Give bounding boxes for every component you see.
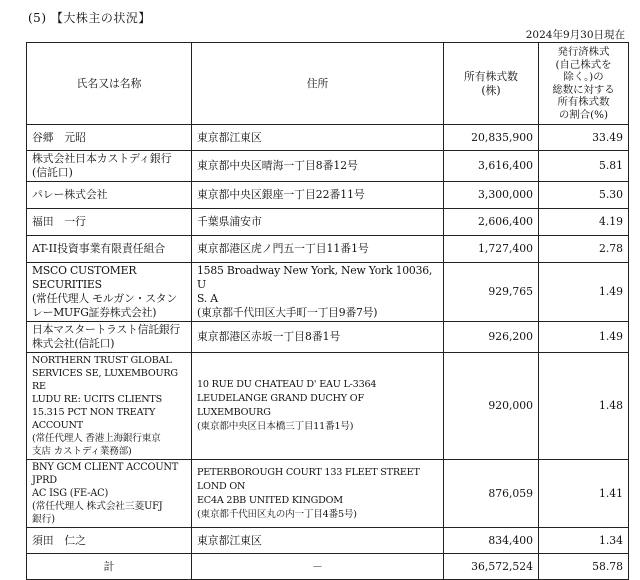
holder-shares: 926,200 (444, 322, 539, 353)
total-row (27, 554, 629, 580)
holder-shares: 3,300,000 (444, 182, 539, 209)
holder-name: パレー株式会社 (27, 182, 192, 209)
table-row (27, 209, 629, 236)
holder-address: 1585 Broadway New York, New York 10036, U S. A (東京都千代田区大手町一丁目9番7号) (192, 263, 444, 322)
holder-shares: 876,059 (444, 460, 539, 528)
table-row (27, 151, 629, 182)
header-shares: 所有株式数 (株) (444, 43, 539, 125)
header-name: 氏名又は名称 (27, 43, 192, 125)
table-row (27, 460, 629, 528)
holder-address: 千葉県浦安市 (192, 209, 444, 236)
holder-name: MSCO CUSTOMER SECURITIES (常任代理人 モルガン・スタン レーMUFG証券株式会社) (27, 263, 192, 322)
holder-shares: 1,727,400 (444, 236, 539, 263)
holder-name: NORTHERN TRUST GLOBAL SERVICES SE, LUXEMBOURG RE LUDU RE: UCITS CLIENTS 15.315 PCT NON TREATY ACCOUNT (常任代理人 香港上海銀行東京 支店 カストディ業務部) (27, 353, 192, 460)
as-of-date: 2024年9月30日現在 (525, 29, 625, 41)
holder-ratio: 1.48 (539, 353, 629, 460)
holder-shares: 3,616,400 (444, 151, 539, 182)
holder-shares: 920,000 (444, 353, 539, 460)
total-label: 計 (27, 554, 192, 580)
holder-name: BNY GCM CLIENT ACCOUNT JPRD AC ISG (FE-AC) (常任代理人 株式会社三菱UFJ 銀行) (27, 460, 192, 528)
holder-name: 谷郷 元昭 (27, 125, 192, 151)
table-row (27, 236, 629, 263)
table-row (27, 263, 629, 322)
holder-ratio: 1.49 (539, 263, 629, 322)
table-row (27, 528, 629, 554)
holder-ratio: 1.34 (539, 528, 629, 554)
holder-address: 東京都中央区銀座一丁目22番11号 (192, 182, 444, 209)
holder-ratio: 33.49 (539, 125, 629, 151)
table-row (27, 125, 629, 151)
header-address: 住所 (192, 43, 444, 125)
holder-ratio: 5.30 (539, 182, 629, 209)
holder-name: 株式会社日本カストディ銀行(信託口) (27, 151, 192, 182)
major-shareholders-table (26, 42, 629, 580)
holder-name: 日本マスタートラスト信託銀行 株式会社(信託口) (27, 322, 192, 353)
holder-address: 東京都港区赤坂一丁目8番1号 (192, 322, 444, 353)
holder-address: 東京都江東区 (192, 125, 444, 151)
total-shares: 36,572,524 (444, 554, 539, 580)
holder-address: 東京都中央区晴海一丁目8番12号 (192, 151, 444, 182)
total-ratio: 58.78 (539, 554, 629, 580)
holder-ratio: 1.41 (539, 460, 629, 528)
holder-address: PETERBOROUGH COURT 133 FLEET STREET LOND ON EC4A 2BB UNITED KINGDOM (東京都千代田区丸の内一丁目4番5号) (192, 460, 444, 528)
holder-name: 福田 一行 (27, 209, 192, 236)
table-row (27, 182, 629, 209)
holder-name: 須田 仁之 (27, 528, 192, 554)
section-title: (5) 【大株主の状況】 (28, 11, 151, 25)
holder-ratio: 1.49 (539, 322, 629, 353)
holder-shares: 2,606,400 (444, 209, 539, 236)
holder-shares: 834,400 (444, 528, 539, 554)
holder-shares: 20,835,900 (444, 125, 539, 151)
table-row (27, 322, 629, 353)
header-ratio: 発行済株式 (自己株式を 除く。)の 総数に対する 所有株式数 の割合(%) (539, 43, 629, 125)
holder-address: 東京都港区虎ノ門五一丁目11番1号 (192, 236, 444, 263)
holder-name: AT-II投資事業有限責任組合 (27, 236, 192, 263)
holder-ratio: 5.81 (539, 151, 629, 182)
holder-shares: 929,765 (444, 263, 539, 322)
holder-address: 東京都江東区 (192, 528, 444, 554)
holder-address: 10 RUE DU CHATEAU D' EAU L-3364 LEUDELANGE GRAND DUCHY OF LUXEMBOURG (東京都中央区日本橋三丁目11番1号) (192, 353, 444, 460)
holder-ratio: 2.78 (539, 236, 629, 263)
table-row (27, 353, 629, 460)
table-header-row (27, 43, 629, 125)
total-address: － (192, 554, 444, 580)
holder-ratio: 4.19 (539, 209, 629, 236)
